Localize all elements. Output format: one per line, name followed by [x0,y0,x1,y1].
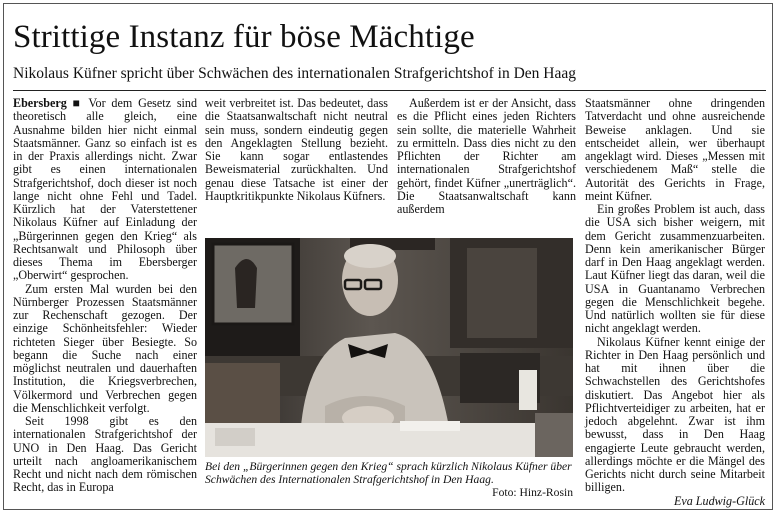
column-1 [13,97,197,495]
headline: Strittige Instanz für böse Mächtige [13,19,475,55]
subheadline: Nikolaus Küfner spricht über Schwächen des internationalen Strafgerichtshof in Den Haag [13,65,576,82]
column-3 [397,97,576,216]
paragraph: Seit 1998 gibt es den internationalen Strafgerichtshof der UNO in Den Haag. Das Gericht urteilt nach angloamerikanischem Recht und nicht nach dem römischen Recht, das in Europa [13,414,197,495]
paragraph: weit verbreitet ist. Das bedeutet, dass die Staatsanwaltschaft nicht neutral sein muss, sondern eindeutig gegen den Angeklagten Stellung bezieht. Sie kann sogar entlastendes Beweismaterial zurückhalten. Und genau diese Tatsache ist einer der Hauptkritikpunkte Nikolaus Küfners. [205,96,388,203]
photo-caption [205,460,573,499]
photo-credit: Foto: Hinz-Rosin [492,486,573,499]
caption-text: Bei den „Bürgerinnen gegen den Krieg“ sprach kürzlich Nikolaus Küfner über Schwächen des Internationalen Strafgerichtshof in Den Haag. [205,460,572,486]
article-photo [205,238,573,457]
column-4 [585,97,765,508]
dateline: Ebersberg [13,96,67,110]
paragraph: Ein großes Problem ist auch, dass die USA sich bisher weigern, mit dem Gericht zusammenzuarbeiten. Denn kein amerikanischer Bürger darf in Den Haag angeklagt werden. Laut Küfner liegt das daran, weil die USA in Guantanamo Verbrechen gegen die Menschlichkeit begehe. Und natürlich wollten sie für diese nicht angeklagt werden. [585,202,765,336]
dateline-bullet: ■ [72,96,83,110]
author-signature: Eva Ludwig-Glück [673,493,765,508]
paragraph: Nikolaus Küfner kennt einige der Richter in Den Haag persönlich und hat mit ihnen über die Schwachstellen des Gerichtshofes diskutiert. Das Angebot hier als Pflichtverteidiger zu arbeiten, hat er jedoch abgelehnt. Zwar ist ihm bewusst, dass in Den Haag engagierte Leute gebraucht werden, allerdings möchte er die Mängel des Gerichts nicht durch seine Mitarbeit billigen. [585,334,765,495]
paragraph: Außerdem ist er der Ansicht, dass es die Pflicht eines jeden Richters sein sollte, die materielle Wahrheit zu ermitteln. Dass dies nicht zu den Pflichten der Richter am internationalen Strafgerichtshof gehört, findet Küfner „unerträglich“. Die Staatsanwaltschaft kann außerdem [397,96,576,216]
photo-illustration [205,238,573,457]
paragraph: Staatsmänner ohne dringenden Tatverdacht und ohne ausreichende Beweise anklagen. Und sie entscheidet allein, wer überhaupt angeklagt wird. Dieses „Messen mit verschiedenem Maß“ stelle die Autorität des Gerichts in Frage, meint Küfner. [585,96,765,203]
column-2 [205,97,388,203]
headline-rule [13,90,766,91]
paragraph [13,97,197,283]
paragraph-text: Vor dem Gesetz sind theoretisch alle gleich, eine Ausnahme bilden hier nicht einmal Staatsmänner. Ganz so einfach ist es in der Praxis allerdings nicht. Zwar gibt es einen internationalen Strafgerichtshof, doch dieser ist noch lange nicht ohne Fehl und Tadel. Kürzlich hat der Vaterstettener Nikolaus Küfner auf Einladung der „Bürgerinnen gegen den Krieg“ als Rechtsanwalt und Philosoph über dieses Thema im Ebersberger „Oberwirt“ gesprochen. [13,96,197,283]
paragraph: Zum ersten Mal wurden bei den Nürnberger Prozessen Staatsmänner zur Rechenschaft gezogen. Der einzige Schönheitsfehler: Wieder richteten Sieger über Besiegte. So begann die Suche nach einer möglichst neutralen und dauerhaften Institution, die Kriegsverbrechen, Völkermord und Verbrechen gegen die Menschlichkeit verfolgt. [13,281,197,415]
